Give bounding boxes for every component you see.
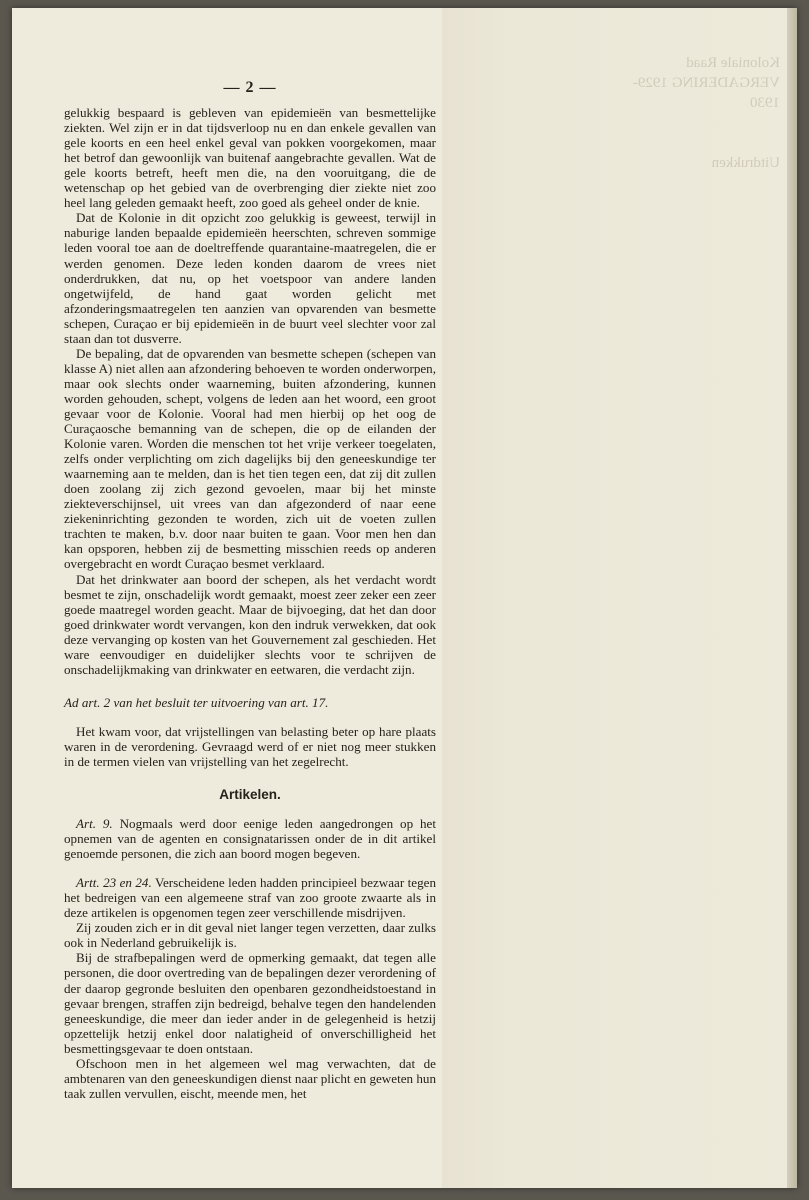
paragraph: Dat het drinkwater aan boord der schepen, als het verdacht wordt besmet te zijn, onschadelijk wordt gemaakt, moest zeer zeker een zeer goede maatregel worden geacht. Maar de bijvoeging, dat het dan door goed drinkwater wordt vervangen, kon den indruk verwekken, dat ook deze vervanging op kosten van het Gouvernement zal geschieden. Het ware eenvoudiger en duidelijker slechts voor te schrijven de onschadelijkmaking van drinkwater en eetwaren, die verdacht zijn. — [64, 571, 436, 677]
paragraph: Dat de Kolonie in dit opzicht zoo gelukkig is geweest, terwijl in naburige landen bepaalde epidemieën heerschten, schreven sommige leden vooral toe aan de doeltreffende quarantaine-maatregelen, die er werden genomen. Deze leden konden daarom de vrees niet onderdrukken, dat nu, op het voetspoor van andere landen ongetwijfeld, de hand gaat worden gelicht met afzonderingsmaatregelen ten aanzien van opvarenden van besmette schepen, Curaçao er bij epidemieën in de buurt veel slechter voor zal staan dan tot dusverre. — [64, 210, 436, 346]
paragraph: De bepaling, dat de opvarenden van besmette schepen (schepen van klasse A) niet allen aan afzondering behoeven te worden onderworpen, maar ook slechts onder waarneming, buiten afzondering, kunnen worden gehouden, schept, volgens de leden aan het woord, een groot gevaar voor de Kolonie. Vooral had men hierbij op het oog de Curaçaosche bemanning van de schepen, die op de eilanden der Kolonie varen. Worden die menschen tot het vrije verkeer toegelaten, zelfs onder verplichting om zich dagelijks bij den geneeskundige ter waarneming aan te melden, dan is het tien tegen een, dat zij dit zullen doen zoolang zij zich gezond gevoelen, maar bij het minste ziekteverschijnsel, uit vrees van dan afgezonderd of naar eene ziekeninrichting gezonden te worden, zich uit de voeten zullen trachten te maken, b.v. door naar buiten te gaan. Voor men hen dan kan opsporen, hebben zij de besmetting misschien reeds op anderen overgebracht en wordt Curaçao besmet verklaard. — [64, 345, 436, 572]
page-number: — 2 — — [223, 79, 277, 96]
paragraph: Ofschoon men in het algemeen wel mag verwachten, dat de ambtenaren van den geneeskundigen dienst naar plicht en geweten hun taak zullen vervullen, eischt, meende men, het — [64, 1055, 436, 1101]
article-text: Nogmaals werd door eenige leden aangedrongen op het opnemen van de agenten en consignatarissen onder de in dit artikel genoemde personen, die zich aan boord mogen begeven. — [64, 816, 436, 862]
article-label: Art. 9. — [76, 816, 113, 832]
bleed-through-text: Koloniale Raad VERGADERING 1929-1930 Uitdrukken — [632, 55, 780, 171]
page-fold-shading — [442, 8, 797, 1188]
article-text: Verscheidene leden hadden principieel bezwaar tegen het bedreigen van een algemeene straf van zoo groote zwaarte als in deze artikelen is opgenomen tegen zeer verschillende misdrijven. — [64, 875, 436, 921]
page-edge — [787, 8, 797, 1188]
document-page — [12, 8, 797, 1188]
paragraph: Het kwam voor, dat vrijstellingen van belasting beter op hare plaats waren in de verordening. Gevraagd werd of er niet nog meer stukken in de termen vielen van vrijstelling van het zegelrecht. — [64, 723, 436, 769]
article-label: Artt. 23 en 24. — [76, 875, 152, 891]
text-column — [64, 80, 436, 1101]
paragraph: gelukkig bespaard is gebleven van epidemieën van besmettelijke ziekten. Wel zijn er in dat tijdsverloop nu en dan enkele gevallen van gele koorts en een heel enkel geval van pokken voorgekomen, maar het betrof dan gewoonlijk van buitenaf aangebrachte gevallen. Wat de gele koorts betreft, heeft men die, na den vooruitgang, die de wetenschap op het gebied van de overbrenging dier ziekte niet zoo heel lang geleden gemaakt heeft, zoo goed als geheel onder de knie. — [64, 105, 436, 211]
paragraph: Zij zouden zich er in dit geval niet langer tegen verzetten, daar zulks ook in Nederland gebruikelijk is. — [64, 920, 436, 951]
article-paragraph — [64, 875, 436, 920]
section-heading: Artikelen. — [219, 787, 281, 803]
paragraph: Bij de strafbepalingen werd de opmerking gemaakt, dat tegen alle personen, die door overtreding van de bepalingen dezer verordening of der daarop gegronde besluiten den openbaren gezondheidstoestand in gevaar brengen, straffen zijn bedreigd, behalve tegen den handelenden geneeskundige, die meer dan ieder ander in de gelegenheid is hetzij opzettelijk hetzij enkel door nalatigheid of onverschilligheid het besmettingsgevaar te doen ontstaan. — [64, 950, 436, 1056]
ad-art-reference: Ad art. 2 van het besluit ter uitvoering van art. 17. — [64, 694, 329, 710]
article-paragraph — [64, 816, 436, 861]
